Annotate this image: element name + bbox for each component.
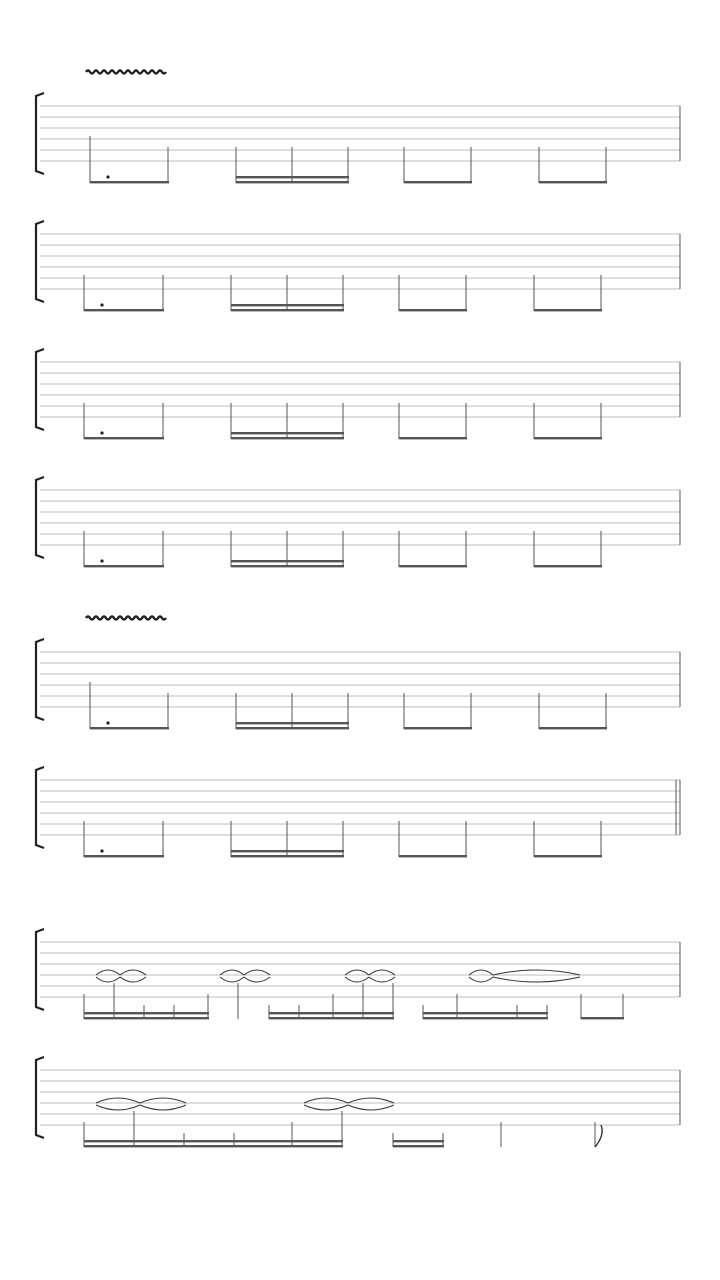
beam (236, 727, 349, 729)
measure-38 (36, 477, 680, 567)
beam (404, 181, 472, 183)
measure-41 (36, 929, 680, 1019)
tie-arc (140, 1105, 186, 1110)
vibrato-mark (86, 617, 166, 620)
beam (534, 309, 602, 311)
tie-arc (493, 977, 580, 982)
beam (534, 565, 602, 567)
beam (393, 1140, 444, 1142)
staff-bracket (36, 1057, 44, 1138)
beam (399, 437, 467, 439)
dot-marker (100, 303, 103, 306)
beam (534, 437, 602, 439)
beam (84, 437, 164, 439)
tie-arc (304, 1098, 348, 1103)
tie-arc (345, 977, 369, 982)
tie-arc (220, 977, 244, 982)
staff-bracket (36, 221, 44, 302)
tie-arc (345, 970, 369, 975)
tie-arc (493, 970, 580, 975)
tie-arc (120, 970, 146, 975)
beam (399, 855, 467, 857)
beam (84, 1145, 343, 1147)
beam (423, 1012, 548, 1014)
tie-arc (244, 977, 270, 982)
measure-36 (36, 221, 680, 311)
staff-bracket (36, 93, 44, 174)
beam (581, 1017, 624, 1019)
tie-arc (348, 1098, 394, 1103)
beam (231, 304, 344, 306)
tie-arc (120, 977, 146, 982)
tie-arc (96, 970, 120, 975)
measure-39 (36, 617, 680, 730)
tie-arc (96, 1105, 140, 1110)
tie-arc (220, 970, 244, 975)
beam (231, 432, 344, 434)
beam (84, 1140, 343, 1142)
dot-marker (100, 559, 103, 562)
dot-marker (106, 721, 109, 724)
beam (84, 309, 164, 311)
beam (90, 181, 169, 183)
beam (231, 855, 344, 857)
tie-arc (469, 970, 493, 975)
beam (399, 309, 467, 311)
staff-bracket (36, 349, 44, 430)
beam (84, 855, 164, 857)
beam (269, 1012, 394, 1014)
beam (231, 309, 344, 311)
beam (231, 565, 344, 567)
tie-arc (96, 977, 120, 982)
beam (231, 560, 344, 562)
tie-arc (469, 977, 493, 982)
tie-arc (348, 1105, 394, 1110)
beam (236, 181, 349, 183)
dot-marker (100, 849, 103, 852)
beam (236, 176, 349, 178)
measure-35 (36, 71, 680, 184)
beam (84, 1017, 209, 1019)
measure-37 (36, 349, 680, 439)
beam (399, 565, 467, 567)
beam (423, 1017, 548, 1019)
vibrato-mark (86, 71, 166, 74)
beam (84, 565, 164, 567)
dot-marker (100, 431, 103, 434)
tie-arc (244, 970, 270, 975)
beam (539, 181, 607, 183)
measure-42 (36, 1057, 680, 1147)
beam (393, 1145, 444, 1147)
beam (539, 727, 607, 729)
beam (231, 437, 344, 439)
tie-arc (140, 1098, 186, 1103)
beam (231, 850, 344, 852)
dot-marker (106, 175, 109, 178)
note-flag (595, 1125, 602, 1147)
tie-arc (369, 970, 395, 975)
beam (534, 855, 602, 857)
beam (84, 1012, 209, 1014)
staff-bracket (36, 639, 44, 720)
beam (404, 727, 472, 729)
staff-bracket (36, 767, 44, 848)
beam (236, 722, 349, 724)
measure-40 (36, 767, 680, 857)
staff-bracket (36, 477, 44, 558)
beam (90, 727, 169, 729)
tie-arc (304, 1105, 348, 1110)
tie-arc (369, 977, 395, 982)
tie-arc (96, 1098, 140, 1103)
staff-bracket (36, 929, 44, 1010)
beam (269, 1017, 394, 1019)
